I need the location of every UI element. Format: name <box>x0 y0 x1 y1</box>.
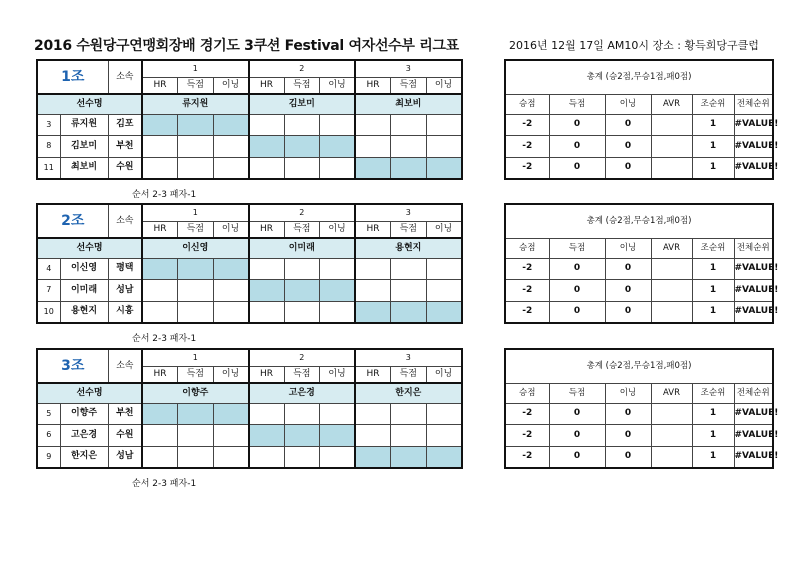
summary-row <box>505 446 773 468</box>
player-name: 한지은 <box>60 446 108 468</box>
match-col-header: 1 <box>142 204 249 221</box>
inning-cell[interactable] <box>426 157 462 179</box>
player-number: 7 <box>37 280 60 302</box>
hr-cell[interactable] <box>249 301 285 323</box>
player-name: 김보미 <box>60 136 108 158</box>
player-header: 선수명 <box>37 238 142 258</box>
inning-cell[interactable] <box>320 157 356 179</box>
inning-cell[interactable] <box>213 446 249 468</box>
inning-cell[interactable] <box>426 301 462 323</box>
hr-cell[interactable] <box>142 157 178 179</box>
summary-row <box>505 403 773 425</box>
inning-cell[interactable] <box>320 403 356 425</box>
inning-value: 0 <box>605 157 651 179</box>
opponent-name-header: 류지원 <box>142 94 249 114</box>
total-rank-value: #VALUE! <box>734 446 773 468</box>
score-header: 득점 <box>178 221 214 238</box>
group-rank-header: 조순위 <box>692 238 734 258</box>
summary-row <box>505 114 773 136</box>
hr-cell[interactable] <box>355 301 391 323</box>
score-cell[interactable] <box>391 136 427 158</box>
summary-header: 총계 (승2점,무승1점,패0점) <box>505 60 773 94</box>
group-rank-value: 1 <box>692 403 734 425</box>
hr-cell[interactable] <box>142 425 178 447</box>
hr-cell[interactable] <box>249 157 285 179</box>
hr-cell[interactable] <box>249 136 285 158</box>
total-rank-header: 전체순위 <box>734 238 773 258</box>
player-number: 10 <box>37 301 60 323</box>
hr-cell[interactable] <box>142 258 178 280</box>
inning-header: 이닝 <box>213 221 249 238</box>
player-number: 8 <box>37 136 60 158</box>
points-value: -2 <box>505 446 549 468</box>
group-rank-value: 1 <box>692 114 734 136</box>
summary-header: 총계 (승2점,무승1점,패0점) <box>505 204 773 238</box>
total-rank-header: 전체순위 <box>734 383 773 403</box>
player-club: 수원 <box>108 157 142 179</box>
score-cell[interactable] <box>178 301 214 323</box>
inning-cell[interactable] <box>426 446 462 468</box>
score-value: 0 <box>549 301 605 323</box>
match-col-header: 3 <box>355 204 462 221</box>
score-header: 득점 <box>178 366 214 383</box>
hr-header: HR <box>142 77 178 94</box>
score-cell[interactable] <box>178 136 214 158</box>
avr-value <box>651 280 692 302</box>
match-col-header: 2 <box>249 60 356 77</box>
summary-row <box>505 136 773 158</box>
summary-header: 총계 (승2점,무승1점,패0점) <box>505 349 773 383</box>
summary-row <box>505 425 773 447</box>
score-cell[interactable] <box>178 403 214 425</box>
player-header: 선수명 <box>37 94 142 114</box>
inning-header: 이닝 <box>213 366 249 383</box>
score-header: 득점 <box>178 77 214 94</box>
match-order-note: 순서 2-3 패자-1 <box>132 479 197 489</box>
avr-value <box>651 136 692 158</box>
match-order-note: 순서 2-3 패자-1 <box>132 190 197 200</box>
hr-header: HR <box>355 366 391 383</box>
score-value: 0 <box>549 425 605 447</box>
affil-header: 소속 <box>108 60 142 94</box>
match-col-header: 1 <box>142 349 249 366</box>
points-header: 승점 <box>505 94 549 114</box>
score-value: 0 <box>549 114 605 136</box>
player-header: 선수명 <box>37 383 142 403</box>
score-cell[interactable] <box>284 425 320 447</box>
inning-cell[interactable] <box>320 446 356 468</box>
inning-cell[interactable] <box>213 114 249 136</box>
inning-cell[interactable] <box>426 258 462 280</box>
group-name: 2조 <box>37 204 108 238</box>
avr-value <box>651 157 692 179</box>
points-value: -2 <box>505 280 549 302</box>
hr-cell[interactable] <box>355 258 391 280</box>
inning-cell[interactable] <box>213 157 249 179</box>
league-table <box>36 348 463 469</box>
hr-cell[interactable] <box>355 136 391 158</box>
opponent-name-header: 한지은 <box>355 383 462 403</box>
inning-value: 0 <box>605 280 651 302</box>
points-header: 승점 <box>505 238 549 258</box>
score-cell[interactable] <box>178 425 214 447</box>
hr-cell[interactable] <box>142 280 178 302</box>
hr-header: HR <box>249 366 285 383</box>
total-rank-value: #VALUE! <box>734 425 773 447</box>
summary-table <box>504 348 779 469</box>
hr-cell[interactable] <box>355 114 391 136</box>
match-col-header: 2 <box>249 349 356 366</box>
summary-row <box>505 258 773 280</box>
score-header: 득점 <box>391 366 427 383</box>
opponent-name-header: 이미래 <box>249 238 356 258</box>
inning-header: 이닝 <box>213 77 249 94</box>
inning-cell[interactable] <box>426 114 462 136</box>
table-row <box>37 136 462 158</box>
hr-header: HR <box>249 77 285 94</box>
table-row <box>37 258 462 280</box>
table-row <box>37 403 462 425</box>
hr-cell[interactable] <box>355 403 391 425</box>
group-rank-header: 조순위 <box>692 94 734 114</box>
inning-cell[interactable] <box>213 301 249 323</box>
opponent-name-header: 고은경 <box>249 383 356 403</box>
score-header: 득점 <box>549 383 605 403</box>
hr-cell[interactable] <box>142 114 178 136</box>
hr-cell[interactable] <box>249 425 285 447</box>
hr-cell[interactable] <box>249 114 285 136</box>
inning-cell[interactable] <box>213 425 249 447</box>
score-cell[interactable] <box>284 301 320 323</box>
page-title: 2016 수원당구연맹회장배 경기도 3쿠션 Festival 여자선수부 리그표 <box>34 38 459 54</box>
match-col-header: 1 <box>142 60 249 77</box>
player-number: 9 <box>37 446 60 468</box>
inning-header: 이닝 <box>605 383 651 403</box>
inning-value: 0 <box>605 136 651 158</box>
score-cell[interactable] <box>391 403 427 425</box>
player-number: 6 <box>37 425 60 447</box>
inning-cell[interactable] <box>426 403 462 425</box>
score-value: 0 <box>549 157 605 179</box>
score-cell[interactable] <box>284 157 320 179</box>
inning-header: 이닝 <box>426 221 462 238</box>
opponent-name-header: 용현지 <box>355 238 462 258</box>
avr-header: AVR <box>651 383 692 403</box>
score-cell[interactable] <box>284 403 320 425</box>
inning-cell[interactable] <box>320 136 356 158</box>
player-name: 이향주 <box>60 403 108 425</box>
score-value: 0 <box>549 403 605 425</box>
player-club: 성남 <box>108 446 142 468</box>
hr-cell[interactable] <box>355 446 391 468</box>
score-cell[interactable] <box>178 280 214 302</box>
score-cell[interactable] <box>284 114 320 136</box>
score-value: 0 <box>549 446 605 468</box>
score-value: 0 <box>549 280 605 302</box>
score-cell[interactable] <box>284 280 320 302</box>
inning-cell[interactable] <box>426 280 462 302</box>
inning-cell[interactable] <box>426 425 462 447</box>
inning-cell[interactable] <box>213 258 249 280</box>
points-header: 승점 <box>505 383 549 403</box>
player-number: 4 <box>37 258 60 280</box>
table-row <box>37 157 462 179</box>
affil-header: 소속 <box>108 204 142 238</box>
score-value: 0 <box>549 136 605 158</box>
points-value: -2 <box>505 258 549 280</box>
match-col-header: 2 <box>249 204 356 221</box>
table-row <box>37 301 462 323</box>
inning-header: 이닝 <box>605 238 651 258</box>
player-name: 류지원 <box>60 114 108 136</box>
match-col-header: 3 <box>355 349 462 366</box>
score-header: 득점 <box>391 221 427 238</box>
inning-value: 0 <box>605 403 651 425</box>
group-rank-header: 조순위 <box>692 383 734 403</box>
hr-cell[interactable] <box>142 403 178 425</box>
inning-cell[interactable] <box>213 403 249 425</box>
group-rank-value: 1 <box>692 136 734 158</box>
summary-table <box>504 59 779 180</box>
total-rank-value: #VALUE! <box>734 280 773 302</box>
score-cell[interactable] <box>284 446 320 468</box>
group-name: 1조 <box>37 60 108 94</box>
player-name: 최보비 <box>60 157 108 179</box>
hr-header: HR <box>355 77 391 94</box>
score-header: 득점 <box>549 238 605 258</box>
inning-cell[interactable] <box>320 258 356 280</box>
player-club: 평택 <box>108 258 142 280</box>
hr-header: HR <box>355 221 391 238</box>
points-value: -2 <box>505 301 549 323</box>
player-club: 김포 <box>108 114 142 136</box>
inning-cell[interactable] <box>213 280 249 302</box>
affil-header: 소속 <box>108 349 142 383</box>
group-rank-value: 1 <box>692 446 734 468</box>
hr-cell[interactable] <box>249 280 285 302</box>
hr-cell[interactable] <box>142 136 178 158</box>
points-value: -2 <box>505 114 549 136</box>
score-cell[interactable] <box>391 258 427 280</box>
inning-cell[interactable] <box>320 114 356 136</box>
score-header: 득점 <box>284 77 320 94</box>
table-row <box>37 425 462 447</box>
player-number: 11 <box>37 157 60 179</box>
hr-header: HR <box>142 221 178 238</box>
hr-cell[interactable] <box>249 446 285 468</box>
event-info: 2016년 12월 17일 AM10시 장소 : 황득희당구클럽 <box>509 39 759 52</box>
total-rank-value: #VALUE! <box>734 258 773 280</box>
inning-header: 이닝 <box>426 366 462 383</box>
score-header: 득점 <box>391 77 427 94</box>
hr-cell[interactable] <box>249 403 285 425</box>
points-value: -2 <box>505 136 549 158</box>
points-value: -2 <box>505 157 549 179</box>
score-cell[interactable] <box>391 301 427 323</box>
summary-table <box>504 203 779 324</box>
avr-value <box>651 446 692 468</box>
table-row <box>37 280 462 302</box>
avr-value <box>651 301 692 323</box>
group-rank-value: 1 <box>692 280 734 302</box>
player-club: 부천 <box>108 136 142 158</box>
player-name: 용현지 <box>60 301 108 323</box>
inning-header: 이닝 <box>426 77 462 94</box>
match-col-header: 3 <box>355 60 462 77</box>
inning-value: 0 <box>605 114 651 136</box>
score-cell[interactable] <box>391 425 427 447</box>
inning-cell[interactable] <box>320 301 356 323</box>
player-name: 고은경 <box>60 425 108 447</box>
hr-cell[interactable] <box>142 446 178 468</box>
group-name: 3조 <box>37 349 108 383</box>
inning-cell[interactable] <box>213 136 249 158</box>
group-rank-value: 1 <box>692 157 734 179</box>
score-header: 득점 <box>284 366 320 383</box>
total-rank-value: #VALUE! <box>734 114 773 136</box>
hr-cell[interactable] <box>249 258 285 280</box>
opponent-name-header: 김보미 <box>249 94 356 114</box>
league-table <box>36 59 463 180</box>
hr-cell[interactable] <box>355 157 391 179</box>
total-rank-value: #VALUE! <box>734 136 773 158</box>
table-row <box>37 114 462 136</box>
score-cell[interactable] <box>284 258 320 280</box>
score-cell[interactable] <box>391 446 427 468</box>
total-rank-value: #VALUE! <box>734 301 773 323</box>
score-value: 0 <box>549 258 605 280</box>
player-name: 이신영 <box>60 258 108 280</box>
summary-row <box>505 301 773 323</box>
score-header: 득점 <box>549 94 605 114</box>
player-club: 부천 <box>108 403 142 425</box>
score-cell[interactable] <box>391 157 427 179</box>
hr-cell[interactable] <box>355 425 391 447</box>
score-cell[interactable] <box>178 157 214 179</box>
player-number: 3 <box>37 114 60 136</box>
points-value: -2 <box>505 425 549 447</box>
total-rank-header: 전체순위 <box>734 94 773 114</box>
player-name: 이미래 <box>60 280 108 302</box>
inning-cell[interactable] <box>426 136 462 158</box>
group-rank-value: 1 <box>692 258 734 280</box>
inning-value: 0 <box>605 446 651 468</box>
inning-header: 이닝 <box>605 94 651 114</box>
score-header: 득점 <box>284 221 320 238</box>
match-order-note: 순서 2-3 패자-1 <box>132 334 197 344</box>
score-cell[interactable] <box>391 280 427 302</box>
inning-header: 이닝 <box>320 221 356 238</box>
inning-cell[interactable] <box>320 425 356 447</box>
group-rank-value: 1 <box>692 425 734 447</box>
group-rank-value: 1 <box>692 301 734 323</box>
score-cell[interactable] <box>284 136 320 158</box>
points-value: -2 <box>505 403 549 425</box>
score-cell[interactable] <box>391 114 427 136</box>
hr-cell[interactable] <box>142 301 178 323</box>
avr-header: AVR <box>651 94 692 114</box>
inning-value: 0 <box>605 301 651 323</box>
score-cell[interactable] <box>178 446 214 468</box>
hr-header: HR <box>142 366 178 383</box>
player-club: 시흥 <box>108 301 142 323</box>
table-row <box>37 446 462 468</box>
inning-header: 이닝 <box>320 77 356 94</box>
score-cell[interactable] <box>178 258 214 280</box>
opponent-name-header: 이향주 <box>142 383 249 403</box>
summary-row <box>505 280 773 302</box>
player-club: 수원 <box>108 425 142 447</box>
opponent-name-header: 이신영 <box>142 238 249 258</box>
avr-header: AVR <box>651 238 692 258</box>
inning-header: 이닝 <box>320 366 356 383</box>
player-number: 5 <box>37 403 60 425</box>
summary-row <box>505 157 773 179</box>
total-rank-value: #VALUE! <box>734 157 773 179</box>
inning-value: 0 <box>605 258 651 280</box>
avr-value <box>651 114 692 136</box>
hr-header: HR <box>249 221 285 238</box>
inning-value: 0 <box>605 425 651 447</box>
hr-cell[interactable] <box>355 280 391 302</box>
avr-value <box>651 425 692 447</box>
avr-value <box>651 258 692 280</box>
total-rank-value: #VALUE! <box>734 403 773 425</box>
avr-value <box>651 403 692 425</box>
inning-cell[interactable] <box>320 280 356 302</box>
player-club: 성남 <box>108 280 142 302</box>
opponent-name-header: 최보비 <box>355 94 462 114</box>
score-cell[interactable] <box>178 114 214 136</box>
league-table <box>36 203 463 324</box>
